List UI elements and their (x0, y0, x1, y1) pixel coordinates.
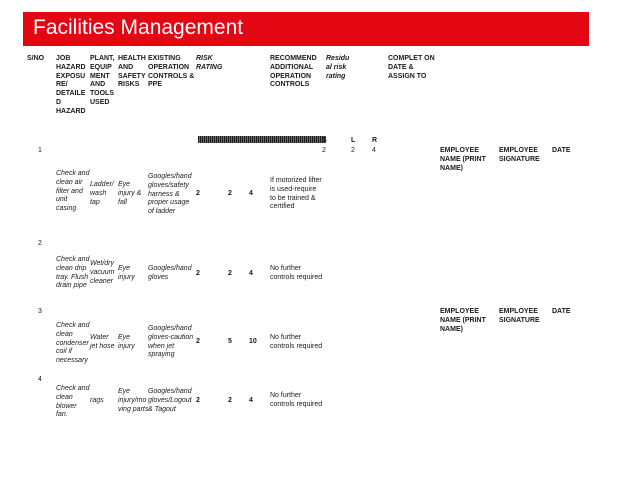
existing-controls-cell: Googles/hand gloves (148, 265, 192, 281)
rating-l: 2 (228, 397, 232, 404)
residual-l: 2 (351, 147, 355, 154)
rating-s: 2 (196, 397, 200, 404)
recommend-cell: No further controls required (270, 392, 323, 408)
signoff-employee-name: EMPLOYEE NAME (PRINT NAME) (440, 308, 486, 333)
existing-controls-cell: Googles/hand gloves/Logout & Tagout (148, 388, 192, 413)
rating-s: 2 (196, 338, 200, 345)
risk-rating-hatch (198, 136, 326, 143)
header-l: L (351, 137, 356, 144)
rating-l: 5 (228, 338, 232, 345)
job-hazard-cell: Check and clean air filter and unit casing (56, 170, 90, 213)
row-number: 4 (38, 376, 42, 383)
plant-cell: Ladder/ wash tap (90, 181, 114, 206)
header-health-safety: HEALTH AND SAFETY RISKS (118, 55, 146, 89)
signoff-employee-name: EMPLOYEE NAME (PRINT NAME) (440, 147, 486, 172)
existing-controls-cell: Googles/hand gloves/safety harness & proper usage of ladder (148, 173, 192, 216)
health-risk-cell: Eye injury (118, 265, 135, 281)
header-sno: S/NO (27, 55, 45, 62)
residual-r: 4 (372, 147, 376, 154)
header-s: S (322, 137, 327, 144)
plant-cell: Wet/dry vacuum cleaner (90, 260, 115, 285)
page-title: Facilities Management (33, 16, 244, 39)
rating-r: 10 (249, 338, 257, 345)
residual-s: 2 (322, 147, 326, 154)
rating-r: 4 (249, 397, 253, 404)
job-hazard-cell: Check and clean blower fan. (56, 385, 90, 419)
recommend-cell: No further controls required (270, 334, 323, 350)
header-risk-rating: RISK RATING (196, 55, 223, 71)
health-risk-cell: Eye injury (118, 334, 135, 350)
row-number: 1 (38, 147, 42, 154)
existing-controls-cell: Googles/hand gloves-caution when jet spraying (148, 325, 194, 359)
recommend-cell: No further controls required (270, 265, 323, 281)
signoff-date: DATE (552, 308, 571, 315)
job-hazard-cell: Check and clean drip tray. Flush drain pipe (56, 256, 90, 290)
header-plant-equipment: PLANT, EQUIP MENT AND TOOLS USED (90, 55, 115, 106)
plant-cell: rags (90, 397, 104, 404)
rating-s: 2 (196, 190, 200, 197)
row-number: 3 (38, 308, 42, 315)
recommend-cell: If motorized lifter is used-require to be trained & certified (270, 177, 322, 211)
rating-l: 2 (228, 190, 232, 197)
header-recommend-controls: RECOMMEND ADDITIONAL OPERATION CONTROLS (270, 55, 317, 89)
signoff-employee-signature: EMPLOYEE SIGNATURE (499, 308, 540, 324)
rating-r: 4 (249, 190, 253, 197)
health-risk-cell: Eye injury/mo ving parts (118, 388, 149, 413)
header-completion: COMPLET ON DATE & ASSIGN TO (388, 55, 435, 80)
rating-l: 2 (228, 270, 232, 277)
header-r: R (372, 137, 378, 144)
signoff-date: DATE (552, 147, 571, 154)
rating-s: 2 (196, 270, 200, 277)
row-number: 2 (38, 240, 42, 247)
header-existing-controls: EXISTING OPERATION CONTROLS & PPE (148, 55, 195, 89)
header-residual-risk: Residu al risk rating (326, 55, 350, 80)
plant-cell: Water jet hose (90, 334, 115, 350)
signoff-employee-signature: EMPLOYEE SIGNATURE (499, 147, 540, 163)
header-job-hazard: JOB HAZARD EXPOSU RE/ DETAILE D HAZARD (56, 55, 86, 115)
job-hazard-cell: Check and clean condenser coil if necessary (56, 322, 90, 365)
rating-r: 4 (249, 270, 253, 277)
health-risk-cell: Eye injury & fall (118, 181, 142, 206)
